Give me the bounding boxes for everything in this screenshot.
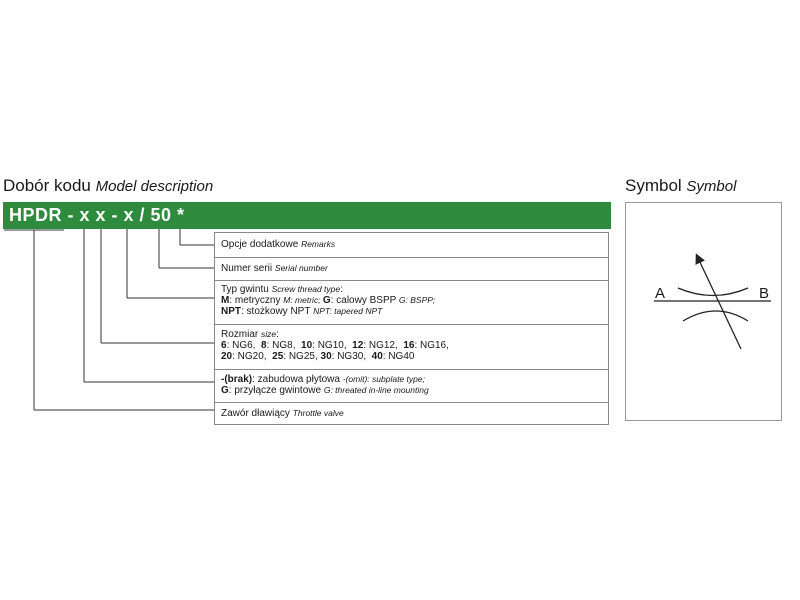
row-text-segment: : NG8, <box>266 340 302 351</box>
row-line <box>221 239 602 250</box>
row-text-segment: 8 <box>261 340 267 351</box>
row-text-segment: : zabudowa płytowa <box>252 374 343 385</box>
row-text-segment: -(brak) <box>221 374 253 385</box>
throttle-valve-symbol <box>626 203 783 422</box>
row-mounting <box>215 370 608 403</box>
row-text-segment: : NG12, <box>363 340 404 351</box>
row-text-segment: Remarks <box>301 239 336 249</box>
row-text-segment: 12 <box>352 340 364 351</box>
row-text-segment: Throttle valve <box>292 408 344 418</box>
row-throttle-valve <box>215 403 608 425</box>
model-code: HPDR - x x - x / 50 * <box>9 205 185 225</box>
row-text-segment: Opcje dodatkowe <box>221 239 302 250</box>
row-text-segment: : NG25, <box>283 351 321 362</box>
row-text-segment: G: BSPP; <box>398 295 436 305</box>
row-text-segment: : NG10, <box>312 340 353 351</box>
row-text-segment: 40 <box>371 351 383 362</box>
restriction-lower-arc <box>683 311 748 321</box>
row-thread-type <box>215 281 608 325</box>
row-text-segment: Rozmiar <box>221 329 262 340</box>
title-pl: Dobór kodu <box>3 176 91 195</box>
row-text-segment: 30 <box>320 351 332 362</box>
title-en: Model description <box>95 178 214 195</box>
row-text-segment: M: metric; <box>283 295 323 305</box>
row-line <box>221 351 602 362</box>
row-text-segment: 25 <box>272 351 284 362</box>
row-text-segment: Numer serii <box>221 263 275 274</box>
row-text-segment: : NG16, <box>414 340 449 351</box>
row-text-segment: 16 <box>403 340 415 351</box>
row-text-segment: Typ gwintu <box>221 284 272 295</box>
row-text-segment: 6 <box>221 340 227 351</box>
row-line <box>221 340 602 351</box>
row-size <box>215 325 608 370</box>
port-a-label: A <box>655 285 666 302</box>
adjustable-arrow-icon <box>698 258 741 349</box>
row-line <box>221 263 602 274</box>
row-serial-number <box>215 258 608 281</box>
row-line <box>221 374 602 385</box>
port-b-label: B <box>759 285 770 302</box>
row-text-segment: : NG30, <box>331 351 372 362</box>
row-text-segment: : stożkowy NPT <box>241 306 314 317</box>
row-remarks <box>215 233 608 258</box>
row-text-segment: : metryczny <box>229 295 284 306</box>
row-text-segment: -(omit): subplate type; <box>342 374 425 384</box>
row-text-segment: : <box>276 329 279 340</box>
row-text-segment: : NG20, <box>232 351 273 362</box>
symbol-box <box>625 202 782 421</box>
row-text-segment: Zawór dławiący <box>221 408 293 419</box>
row-text-segment: size <box>261 329 277 339</box>
row-line <box>221 295 602 306</box>
row-text-segment: : NG40 <box>382 351 415 362</box>
row-line <box>221 408 602 419</box>
row-line <box>221 385 602 396</box>
row-text-segment: 10 <box>301 340 313 351</box>
row-text-segment: : NG6, <box>226 340 262 351</box>
row-line <box>221 306 602 317</box>
row-text-segment: Serial number <box>274 263 328 273</box>
row-line <box>221 329 602 340</box>
row-text-segment: : <box>340 284 343 295</box>
row-text-segment: NPT <box>221 306 241 317</box>
symbol-title-en: Symbol <box>686 178 737 195</box>
row-text-segment: NPT: tapered NPT <box>313 306 383 316</box>
row-text-segment: G: threated in-line mounting <box>323 385 429 395</box>
row-text-segment: : calowy BSPP <box>330 295 399 306</box>
row-text-segment: 20 <box>221 351 233 362</box>
row-text-segment: Screw thread type <box>271 284 341 294</box>
row-text-segment: G <box>322 295 331 306</box>
row-text-segment: M <box>221 295 230 306</box>
row-text-segment: : przyłącze gwintowe <box>228 385 324 396</box>
symbol-title-pl: Symbol <box>625 176 682 195</box>
row-line <box>221 284 602 295</box>
code-options-table <box>214 232 609 425</box>
row-text-segment: G <box>221 385 229 396</box>
